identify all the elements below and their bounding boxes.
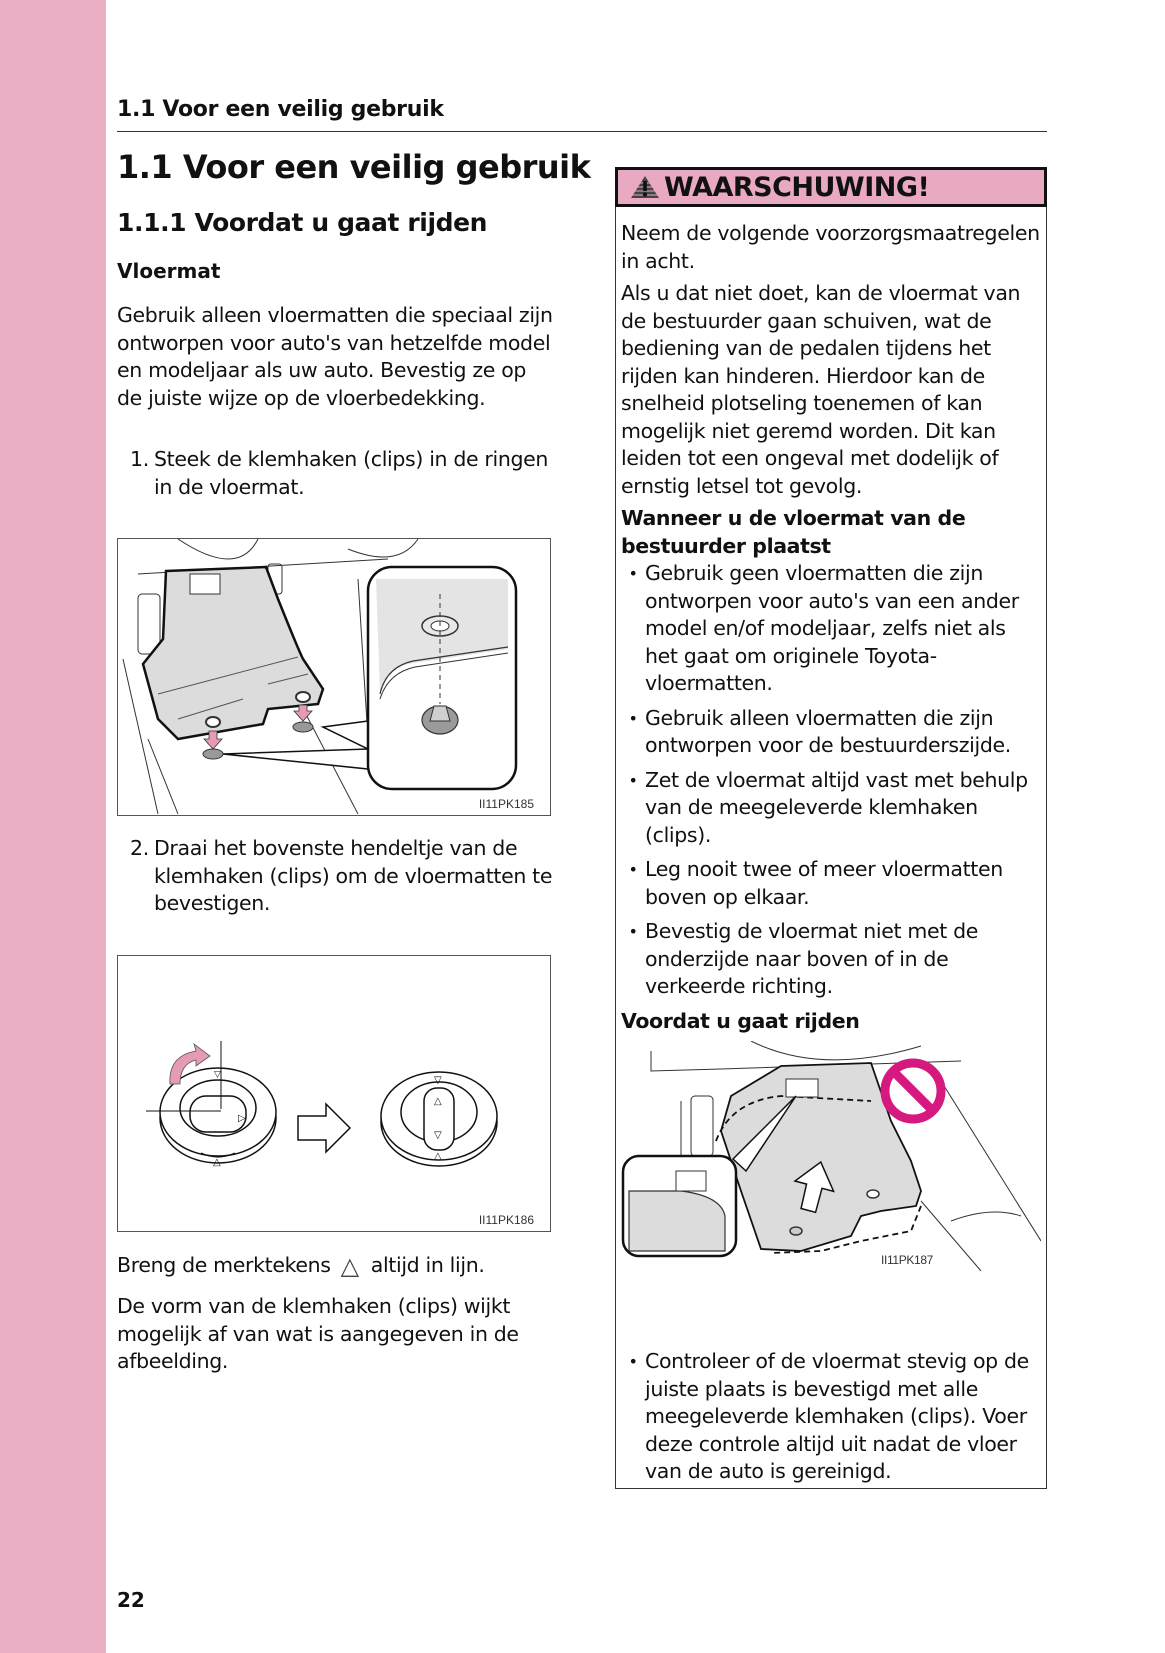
list-item: • Gebruik geen vloermatten die zijn ontworpen voor auto's van een ander model en/of modeljaar, zelfs niet als het gaat om originele Toyota-vloermatten. xyxy=(621,560,1041,698)
clip-rotation-illustration xyxy=(118,956,549,1230)
clip-shape-note: De vorm van de klemhaken (clips) wijkt mogelijk af van wat is aangegeven in de afbeelding. xyxy=(117,1294,519,1373)
step-text: Draai het bovenste hendeltje van de klemhaken (clips) om de vloermatten te bevestigen. xyxy=(154,836,553,915)
step-text: Steek de klemhaken (clips) in de ringen in de vloermat. xyxy=(154,447,549,499)
list-item: • Gebruik alleen vloermatten die zijn ontworpen voor de bestuurderszijde. xyxy=(621,705,1041,760)
triangle-mark-icon: △ xyxy=(340,1251,359,1280)
intro-paragraph: Gebruik alleen vloermatten die speciaal zijn ontworpen voor auto's van hetzelfde model en modeljaar als uw auto. Bevestig ze op de juiste wijze op de vloerbedekking. xyxy=(117,303,553,410)
page-number: 22 xyxy=(117,1588,145,1612)
bullet-icon: • xyxy=(628,860,638,879)
figure-code: II11PK185 xyxy=(478,797,534,811)
warning-bullet-list xyxy=(621,560,1041,1001)
warning-content xyxy=(621,220,1041,1275)
list-item: • Zet de vloermat altijd vast met behulp van de meegeleverde klemhaken (clips). xyxy=(621,767,1041,850)
bullet-icon: • xyxy=(628,708,638,728)
bullet-icon: • xyxy=(628,564,638,583)
final-warning-bullet xyxy=(621,1348,1041,1493)
svg-text:▽: ▽ xyxy=(434,1130,442,1141)
warning-title: WAARSCHUWING! xyxy=(664,171,930,203)
warning-triangle-icon xyxy=(630,175,660,199)
figure-incorrect-placement xyxy=(621,1041,1041,1271)
bullet-icon: • xyxy=(628,770,638,790)
floor-mat-illustration xyxy=(118,539,549,814)
svg-text:△: △ xyxy=(213,1157,221,1168)
figure-code: II11PK187 xyxy=(881,1253,934,1267)
warning-consequence: Als u dat niet doet, kan de vloermat van de bestuurder gaan schuiven, wat de bediening van de pedalen tijdens het rijden kan hinderen. Hierdoor kan de snelheid plotseling toenemen of kan mogelijk niet geremd worden. Dit kan leiden tot een ongeval met dodelijk of ernstig letsel tot gevolg. xyxy=(621,281,1021,498)
header-divider xyxy=(117,131,1047,132)
alignment-note xyxy=(117,1252,557,1280)
topic-heading: Vloermat xyxy=(117,259,221,283)
alignment-note-text-end: altijd in lijn. xyxy=(370,1253,485,1277)
subsection-title: 1.1.1 Voordat u gaat rijden xyxy=(117,208,488,237)
figure-clip-rotation xyxy=(117,955,551,1232)
list-item: • Controleer of de vloermat stevig op de juiste plaats is bevestigd met alle meegeleverde klemhaken (clips). Voer deze controle altijd uit nadat de vloer van de auto is gereinigd. xyxy=(621,1348,1041,1486)
svg-text:△: △ xyxy=(434,1096,442,1107)
list-item: • Leg nooit twee of meer vloermatten boven op elkaar. xyxy=(621,856,1041,911)
step-1 xyxy=(130,446,560,501)
figure-code: II11PK186 xyxy=(478,1213,534,1227)
warning-intro: Neem de volgende voorzorgsmaatregelen in acht. xyxy=(621,221,1040,273)
svg-text:△: △ xyxy=(434,1151,442,1162)
alignment-note-text: Breng de merktekens xyxy=(117,1253,331,1277)
incorrect-mat-illustration xyxy=(621,1041,1041,1271)
step-number: 1. xyxy=(130,447,149,471)
running-head: 1.1 Voor een veilig gebruik xyxy=(117,97,444,122)
list-item: • Bevestig de vloermat niet met de onderzijde naar boven of in de verkeerde richting. xyxy=(621,918,1041,1001)
svg-text:▽: ▽ xyxy=(214,1070,221,1080)
svg-text:▷: ▷ xyxy=(238,1113,246,1124)
svg-text:▽: ▽ xyxy=(434,1075,442,1086)
bullet-icon: • xyxy=(628,1352,638,1371)
step-number: 2. xyxy=(130,836,149,860)
warning-header xyxy=(615,167,1047,207)
warning-subheading-before-driving: Voordat u gaat rijden xyxy=(621,1008,860,1033)
section-color-tab xyxy=(0,0,106,1653)
section-title: 1.1 Voor een veilig gebruik xyxy=(117,148,591,186)
figure-clip-insertion xyxy=(117,538,551,816)
warning-subheading: Wanneer u de vloermat van de bestuurder plaatst xyxy=(621,506,966,558)
bullet-icon: • xyxy=(628,922,638,941)
step-2 xyxy=(130,835,560,918)
